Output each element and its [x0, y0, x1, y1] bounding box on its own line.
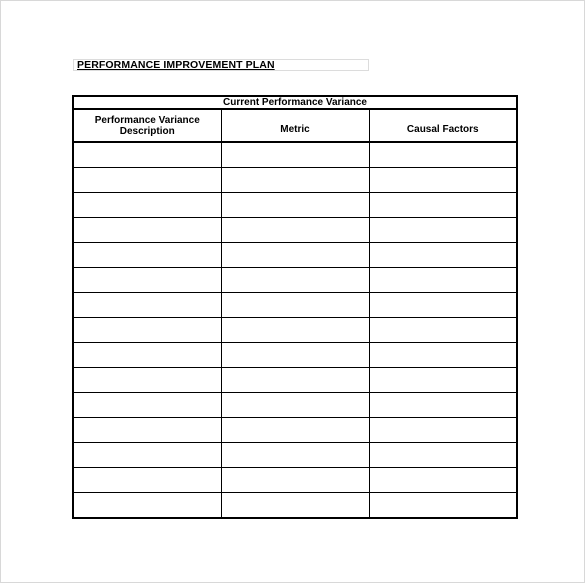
table-cell[interactable] — [73, 268, 221, 293]
table-row — [73, 268, 517, 293]
table-cell[interactable] — [369, 443, 517, 468]
column-header-causal-factors: Causal Factors — [369, 109, 517, 142]
table-cell[interactable] — [221, 243, 369, 268]
table-body — [73, 142, 517, 518]
table-cell[interactable] — [221, 468, 369, 493]
table-cell[interactable] — [369, 168, 517, 193]
table-cell[interactable] — [369, 343, 517, 368]
table-row — [73, 368, 517, 393]
table-cell[interactable] — [73, 168, 221, 193]
table-cell[interactable] — [221, 218, 369, 243]
document-title: PERFORMANCE IMPROVEMENT PLAN — [77, 59, 275, 71]
table-cell[interactable] — [221, 268, 369, 293]
performance-variance-table — [72, 95, 518, 519]
table-cell[interactable] — [221, 368, 369, 393]
table-cell[interactable] — [369, 418, 517, 443]
table-cell[interactable] — [369, 493, 517, 519]
table-cell[interactable] — [369, 468, 517, 493]
table-cell[interactable] — [369, 318, 517, 343]
table-cell[interactable] — [369, 268, 517, 293]
table-row — [73, 393, 517, 418]
table-cell[interactable] — [369, 393, 517, 418]
table-cell[interactable] — [221, 443, 369, 468]
table-cell[interactable] — [73, 368, 221, 393]
table-cell[interactable] — [73, 468, 221, 493]
table-cell[interactable] — [73, 418, 221, 443]
column-header-description: Performance Variance Description — [73, 109, 221, 142]
table-cell[interactable] — [221, 418, 369, 443]
table-cell[interactable] — [73, 343, 221, 368]
table-row — [73, 468, 517, 493]
table-cell[interactable] — [73, 218, 221, 243]
table-row — [73, 218, 517, 243]
table-row — [73, 168, 517, 193]
table-cell[interactable] — [73, 493, 221, 519]
table-cell[interactable] — [73, 243, 221, 268]
table-cell[interactable] — [221, 193, 369, 218]
table-cell[interactable] — [73, 318, 221, 343]
table-cell[interactable] — [369, 293, 517, 318]
table-cell[interactable] — [221, 493, 369, 519]
table-cell[interactable] — [73, 443, 221, 468]
table-cell[interactable] — [221, 393, 369, 418]
table-row — [73, 193, 517, 218]
column-header-row — [73, 109, 517, 142]
table-cell[interactable] — [73, 393, 221, 418]
section-header-row — [73, 96, 517, 109]
table-cell[interactable] — [221, 318, 369, 343]
table-row — [73, 293, 517, 318]
table-cell[interactable] — [221, 168, 369, 193]
column-header-metric: Metric — [221, 109, 369, 142]
table-row — [73, 493, 517, 519]
table-row — [73, 142, 517, 168]
table-cell[interactable] — [73, 193, 221, 218]
table-cell[interactable] — [369, 218, 517, 243]
table-cell[interactable] — [369, 368, 517, 393]
table-cell[interactable] — [369, 193, 517, 218]
table-cell[interactable] — [73, 293, 221, 318]
table-row — [73, 343, 517, 368]
table-cell[interactable] — [369, 243, 517, 268]
title-cell[interactable] — [73, 59, 369, 71]
table-row — [73, 243, 517, 268]
table-cell[interactable] — [221, 142, 369, 168]
table-row — [73, 318, 517, 343]
table-cell[interactable] — [221, 293, 369, 318]
table-cell[interactable] — [73, 142, 221, 168]
section-header: Current Performance Variance — [73, 96, 517, 109]
table-row — [73, 443, 517, 468]
table-cell[interactable] — [221, 343, 369, 368]
table-cell[interactable] — [369, 142, 517, 168]
table-row — [73, 418, 517, 443]
